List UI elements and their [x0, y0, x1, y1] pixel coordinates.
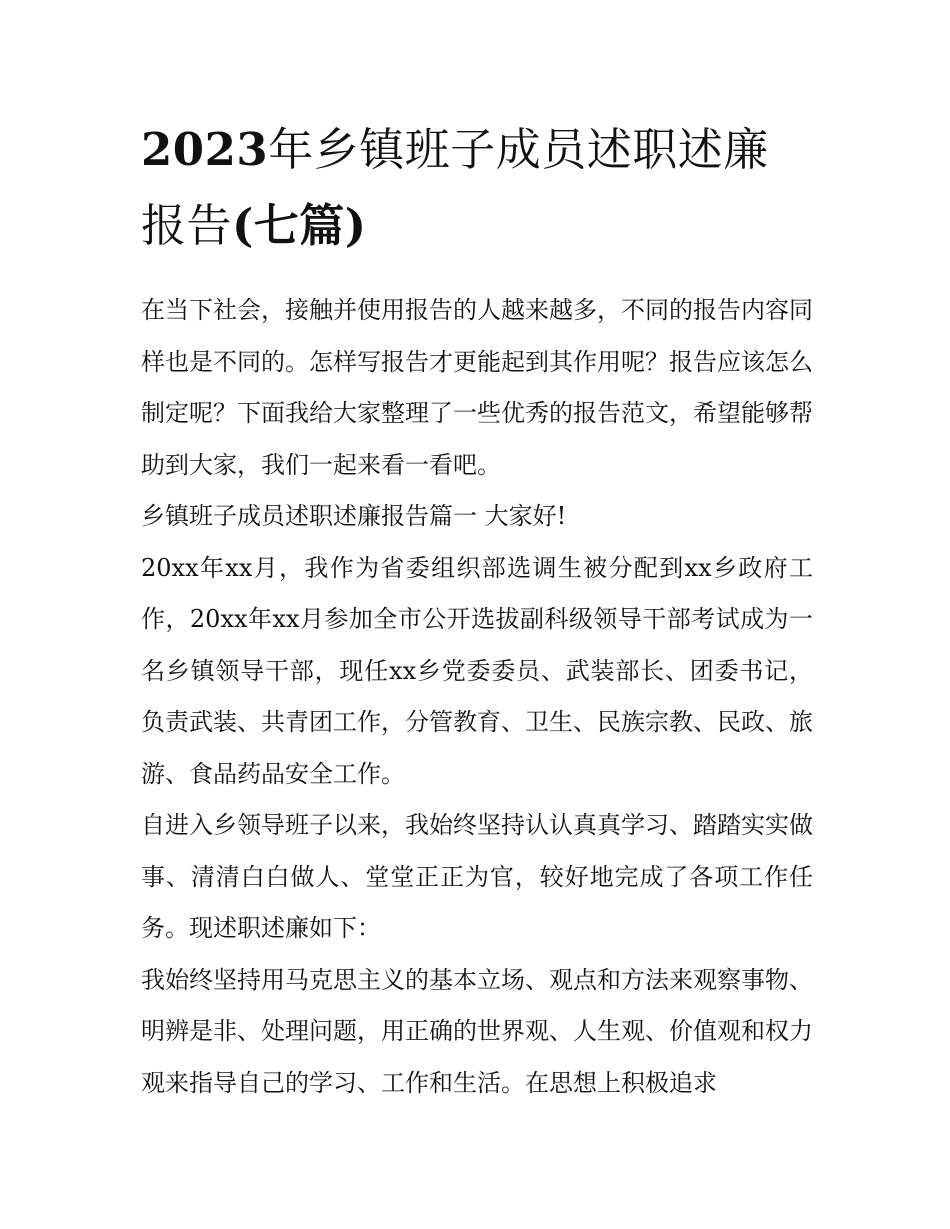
paragraph-background: 20xx年xx月，我作为省委组织部选调生被分配到xx乡政府工作，20xx年xx月参加全市公开选拔副科级领导干部考试成为一名乡镇领导干部，现任xx乡党委委员、武装部长、团委书记，负责武装、共青团工作，分管教育、卫生、民族宗教、民政、旅游、食品药品安全工作。 — [141, 553, 813, 788]
document-title — [141, 112, 813, 264]
paragraph-intro: 在当下社会，接触并使用报告的人越来越多，不同的报告内容同样也是不同的。怎样写报告才更能起到其作用呢？报告应该怎么制定呢？下面我给大家整理了一些优秀的报告范文，希望能够帮助到大家，我们一起来看一看吧。 — [141, 296, 813, 479]
paragraph-summary: 自进入乡领导班子以来，我始终坚持认认真真学习、踏踏实实做事、清清白白做人、堂堂正正为官，较好地完成了各项工作任务。现述职述廉如下： — [141, 811, 813, 942]
title-line2-paren: (七篇) — [232, 199, 367, 252]
title-line1-text: 年乡镇班子成员述职述廉 — [268, 123, 769, 176]
title-line2-text: 报告 — [141, 199, 233, 252]
paragraph-ideology: 我始终坚持用马克思主义的基本立场、观点和方法来观察事物、明辨是非、处理问题，用正确的世界观、人生观、价值观和权力观来指导自己的学习、工作和生活。在思想上积极追求 — [141, 965, 813, 1097]
document-content — [141, 112, 813, 1109]
paragraph-section-heading: 乡镇班子成员述职述廉报告篇一 大家好! — [141, 502, 567, 530]
title-year: 2023 — [141, 123, 269, 176]
